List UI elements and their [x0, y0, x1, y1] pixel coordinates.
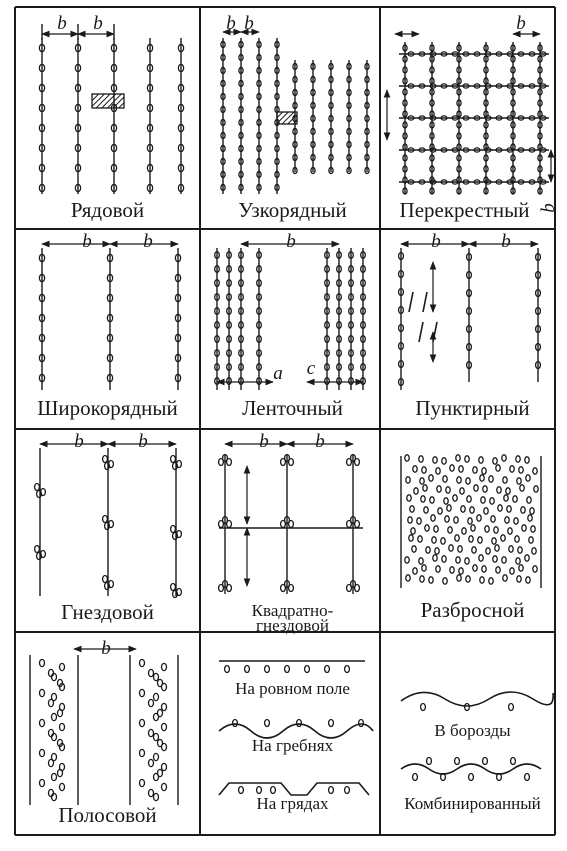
seed-mark — [405, 455, 409, 461]
seed-mark — [527, 497, 531, 503]
seed-mark — [149, 699, 154, 706]
seed-mark — [469, 774, 474, 781]
cell-cross — [383, 10, 562, 222]
seed-mark — [329, 720, 334, 727]
seed-mark — [525, 555, 529, 561]
seed-mark — [140, 659, 145, 666]
seed-mark — [509, 704, 514, 711]
wide-row-label: Широкорядный — [37, 396, 178, 420]
seed-mark — [489, 476, 493, 482]
seed-mark — [423, 485, 427, 491]
seed-mark — [271, 787, 276, 794]
seed-mark — [510, 568, 514, 574]
dim-b-label: b — [244, 13, 254, 34]
seed-mark — [40, 779, 45, 786]
seed-mark — [483, 486, 487, 492]
seed-mark — [471, 525, 475, 531]
seed-mark — [35, 546, 40, 553]
narrow-row-label: Узкорядный — [238, 198, 347, 222]
seed-mark — [444, 498, 448, 504]
seed-mark — [458, 546, 462, 552]
row-line — [409, 292, 413, 312]
cell-wide-row — [18, 232, 197, 424]
seed-mark — [450, 567, 454, 573]
seed-mark — [530, 508, 534, 514]
seed-mark — [465, 456, 469, 462]
strip-sowing-diagram — [18, 635, 197, 827]
seed-mark — [162, 683, 167, 690]
seed-mark — [448, 527, 452, 533]
seed-mark — [473, 467, 477, 473]
seed-mark — [408, 517, 412, 523]
cross-sowing-label: Перекрестный — [399, 198, 530, 222]
row-line — [423, 292, 427, 312]
seed-mark — [140, 689, 145, 696]
seed-mark — [457, 575, 461, 581]
seed-mark — [526, 577, 530, 583]
seed-mark — [504, 495, 508, 501]
seed-mark — [437, 486, 441, 492]
seed-mark — [447, 505, 451, 511]
seed-mark — [414, 488, 418, 494]
combined-label: Комбинированный — [404, 794, 541, 813]
seed-mark — [525, 457, 529, 463]
seed-mark — [410, 506, 414, 512]
seed-mark — [438, 508, 442, 514]
seed-mark — [425, 525, 429, 531]
seed-mark — [498, 505, 502, 511]
seed-mark — [285, 666, 290, 673]
seed-mark — [482, 566, 486, 572]
seed-mark — [60, 723, 65, 730]
seed-mark — [529, 537, 533, 543]
seed-mark — [508, 528, 512, 534]
seed-mark — [468, 518, 472, 524]
seed-mark — [469, 536, 473, 542]
seed-mark — [486, 548, 490, 554]
seed-mark — [154, 713, 159, 720]
seed-mark — [532, 548, 536, 554]
square-nest-label-line2: гнездовой — [256, 616, 329, 635]
seed-mark — [411, 528, 415, 534]
seed-mark — [456, 455, 460, 461]
cell-nest — [18, 432, 197, 624]
seed-mark — [412, 546, 416, 552]
seed-mark — [162, 743, 167, 750]
seed-mark — [436, 566, 440, 572]
dim-b-label: b — [101, 638, 111, 659]
dim-b-label: b — [93, 13, 103, 34]
cell-tape — [203, 232, 382, 424]
seed-mark — [420, 478, 424, 484]
square-nest-label-line1: Квадратно- — [251, 601, 334, 620]
seed-mark — [449, 545, 453, 551]
seed-mark — [154, 773, 159, 780]
dim-b-label: b — [538, 203, 559, 213]
dim-b-label: b — [286, 231, 296, 252]
seed-mark — [245, 666, 250, 673]
seed-mark — [495, 545, 499, 551]
dim-b-label: b — [315, 431, 325, 452]
seed-mark — [162, 703, 167, 710]
seed-mark — [473, 565, 477, 571]
seed-mark — [140, 749, 145, 756]
seed-mark — [484, 508, 488, 514]
seed-mark — [49, 759, 54, 766]
nest-sowing-label: Гнездовой — [61, 600, 154, 624]
seed-mark — [52, 773, 57, 780]
seed-mark — [472, 547, 476, 553]
cross-sowing-diagram — [383, 10, 562, 202]
dim-c-label: c — [306, 358, 316, 379]
row-line — [433, 322, 437, 342]
dim-b-label: b — [57, 13, 67, 34]
seed-mark — [52, 713, 57, 720]
seed-mark — [496, 567, 500, 573]
square-nest-diagram — [203, 432, 382, 624]
seed-mark — [525, 774, 530, 781]
seed-mark — [171, 584, 176, 591]
seed-mark — [413, 568, 417, 574]
seed-mark — [60, 663, 65, 670]
seed-mark — [455, 535, 459, 541]
seed-mark — [265, 666, 270, 673]
seed-mark — [494, 527, 498, 533]
seed-mark — [501, 535, 505, 541]
seed-mark — [466, 576, 470, 582]
dim-b-label: b — [143, 231, 153, 252]
seed-mark — [517, 576, 521, 582]
tape-sowing-label: Ленточный — [242, 396, 343, 420]
dim-b-label: b — [501, 231, 511, 252]
seed-mark — [459, 466, 463, 472]
seed-mark — [533, 566, 537, 572]
seed-mark — [359, 720, 364, 727]
seed-mark — [162, 783, 167, 790]
seed-mark — [510, 466, 514, 472]
seed-mark — [406, 575, 410, 581]
seed-mark — [40, 689, 45, 696]
seed-mark — [454, 517, 458, 523]
seed-mark — [257, 787, 262, 794]
seed-mark — [103, 516, 108, 523]
seed-mark — [443, 476, 447, 482]
seed-mark — [493, 556, 497, 562]
seed-mark — [515, 536, 519, 542]
seed-mark — [518, 547, 522, 553]
seed-mark — [405, 557, 409, 563]
seed-mark — [492, 538, 496, 544]
seed-mark — [430, 497, 434, 503]
seed-mark — [420, 576, 424, 582]
seed-mark — [345, 666, 350, 673]
seed-mark — [40, 659, 45, 666]
seed-mark — [140, 779, 145, 786]
dim-b-label: b — [226, 13, 236, 34]
row-line — [419, 322, 423, 342]
cell-dotted — [383, 232, 562, 424]
seed-mark — [505, 517, 509, 523]
seed-mark — [478, 537, 482, 543]
seed-mark — [60, 783, 65, 790]
seed-mark — [445, 516, 449, 522]
seed-mark — [422, 467, 426, 473]
seed-mark — [233, 720, 238, 727]
seed-mark — [496, 465, 500, 471]
seed-mark — [35, 484, 40, 491]
seed-mark — [481, 497, 485, 503]
seed-mark — [479, 457, 483, 463]
seed-mark — [265, 720, 270, 727]
seed-mark — [435, 548, 439, 554]
ridges-label: На гребнях — [251, 736, 334, 755]
seed-mark — [149, 789, 154, 796]
seed-mark — [433, 457, 437, 463]
seed-mark — [325, 666, 330, 673]
seed-mark — [431, 515, 435, 521]
seed-mark — [517, 478, 521, 484]
cell-surface-left — [203, 635, 382, 827]
seed-mark — [442, 458, 446, 464]
seed-mark — [409, 535, 413, 541]
narrow-row-diagram — [203, 10, 382, 202]
seed-mark — [413, 774, 418, 781]
nest-sowing-diagram — [18, 432, 197, 624]
seed-mark — [455, 758, 460, 765]
dim-b-label: b — [74, 431, 84, 452]
seed-mark — [434, 526, 438, 532]
seed-mark — [502, 455, 506, 461]
seed-mark — [239, 787, 244, 794]
seed-mark — [171, 456, 176, 463]
seed-mark — [450, 465, 454, 471]
seed-mark — [154, 673, 159, 680]
seed-mark — [432, 537, 436, 543]
sample-plot — [277, 112, 297, 124]
seed-mark — [480, 475, 484, 481]
cell-surface-right — [383, 635, 562, 827]
seed-mark — [154, 733, 159, 740]
seed-mark — [171, 526, 176, 533]
dotted-sowing-label: Пунктирный — [415, 396, 530, 420]
seed-mark — [482, 468, 486, 474]
dim-a-label: a — [273, 363, 283, 384]
cell-strip — [18, 635, 197, 827]
seed-mark — [154, 693, 159, 700]
broadcast-sowing-diagram — [383, 432, 562, 624]
seed-mark — [329, 787, 334, 794]
row-sowing-diagram — [18, 10, 197, 202]
seed-mark — [422, 565, 426, 571]
dim-b-label: b — [431, 231, 441, 252]
furrows-label: В борозды — [434, 721, 511, 740]
seed-mark — [456, 557, 460, 563]
seed-mark — [519, 467, 523, 473]
seed-mark — [511, 758, 516, 765]
seed-mark — [413, 466, 417, 472]
seed-mark — [497, 487, 501, 493]
seed-mark — [483, 758, 488, 765]
seed-mark — [490, 498, 494, 504]
dim-b-label: b — [259, 431, 269, 452]
seed-mark — [460, 488, 464, 494]
seed-mark — [162, 663, 167, 670]
seed-mark — [526, 475, 530, 481]
seed-mark — [162, 763, 167, 770]
flat-field-label: На ровном поле — [235, 679, 350, 698]
seed-mark — [531, 526, 535, 532]
seed-mark — [503, 477, 507, 483]
seed-mark — [417, 518, 421, 524]
seed-mark — [489, 578, 493, 584]
seed-mark — [419, 456, 423, 462]
cell-narrow-row — [203, 10, 382, 222]
seed-mark — [474, 485, 478, 491]
seed-mark — [461, 506, 465, 512]
row-sowing-label: Рядовой — [70, 198, 145, 222]
seed-mark — [514, 518, 518, 524]
seed-mark — [140, 719, 145, 726]
seed-mark — [491, 516, 495, 522]
seed-mark — [465, 704, 470, 711]
seed-mark — [479, 555, 483, 561]
seed-mark — [103, 456, 108, 463]
cell-row-sowing — [18, 10, 197, 222]
seed-mark — [436, 468, 440, 474]
seed-mark — [419, 558, 423, 564]
seed-mark — [40, 719, 45, 726]
seed-mark — [503, 575, 507, 581]
seed-mark — [521, 507, 525, 513]
seed-mark — [457, 477, 461, 483]
seed-mark — [149, 759, 154, 766]
seed-mark — [485, 526, 489, 532]
seed-mark — [426, 547, 430, 553]
seed-mark — [446, 487, 450, 493]
cell-square-nest — [203, 431, 382, 635]
seed-mark — [528, 515, 532, 521]
seed-mark — [154, 753, 159, 760]
seed-mark — [441, 538, 445, 544]
seed-mark — [421, 704, 426, 711]
seed-mark — [516, 456, 520, 462]
seed-mark — [493, 458, 497, 464]
seed-mark — [418, 536, 422, 542]
seed-mark — [519, 565, 523, 571]
seed-mark — [162, 723, 167, 730]
dim-b-label: b — [138, 431, 148, 452]
seed-mark — [506, 488, 510, 494]
seed-mark — [421, 496, 425, 502]
seed-mark — [462, 528, 466, 534]
seed-mark — [305, 666, 310, 673]
seed-mark — [149, 669, 154, 676]
seed-mark — [466, 478, 470, 484]
seed-mark — [427, 758, 432, 765]
seed-mark — [465, 558, 469, 564]
seed-mark — [297, 720, 302, 727]
seed-mark — [513, 496, 517, 502]
seed-mark — [40, 749, 45, 756]
seed-mark — [429, 577, 433, 583]
seed-mark — [534, 486, 538, 492]
seed-mark — [154, 793, 159, 800]
seed-mark — [470, 507, 474, 513]
seed-mark — [345, 787, 350, 794]
seed-mark — [443, 578, 447, 584]
cell-broadcast — [383, 432, 562, 624]
seed-mark — [516, 558, 520, 564]
seed-mark — [520, 485, 524, 491]
seed-mark — [480, 577, 484, 583]
dim-b-label: b — [82, 231, 92, 252]
sample-plot — [92, 94, 124, 108]
broadcast-sowing-label: Разбросной — [420, 598, 525, 622]
seed-mark — [429, 475, 433, 481]
seed-mark — [502, 557, 506, 563]
combined-profile — [401, 764, 541, 774]
seed-mark — [507, 506, 511, 512]
seed-mark — [533, 468, 537, 474]
beds-label: На грядах — [256, 794, 329, 813]
seed-mark — [225, 666, 230, 673]
seed-mark — [424, 507, 428, 513]
seed-mark — [509, 546, 513, 552]
strip-sowing-label: Полосовой — [58, 803, 157, 827]
dim-b-label: b — [516, 13, 526, 34]
seed-mark — [442, 556, 446, 562]
seed-mark — [49, 699, 54, 706]
seed-mark — [407, 495, 411, 501]
seed-mark — [453, 495, 457, 501]
seed-mark — [459, 568, 463, 574]
seed-mark — [522, 525, 526, 531]
seed-mark — [433, 555, 437, 561]
seed-mark — [477, 515, 481, 521]
seed-mark — [406, 477, 410, 483]
seed-mark — [467, 496, 471, 502]
seed-mark — [149, 729, 154, 736]
seed-mark — [103, 576, 108, 583]
